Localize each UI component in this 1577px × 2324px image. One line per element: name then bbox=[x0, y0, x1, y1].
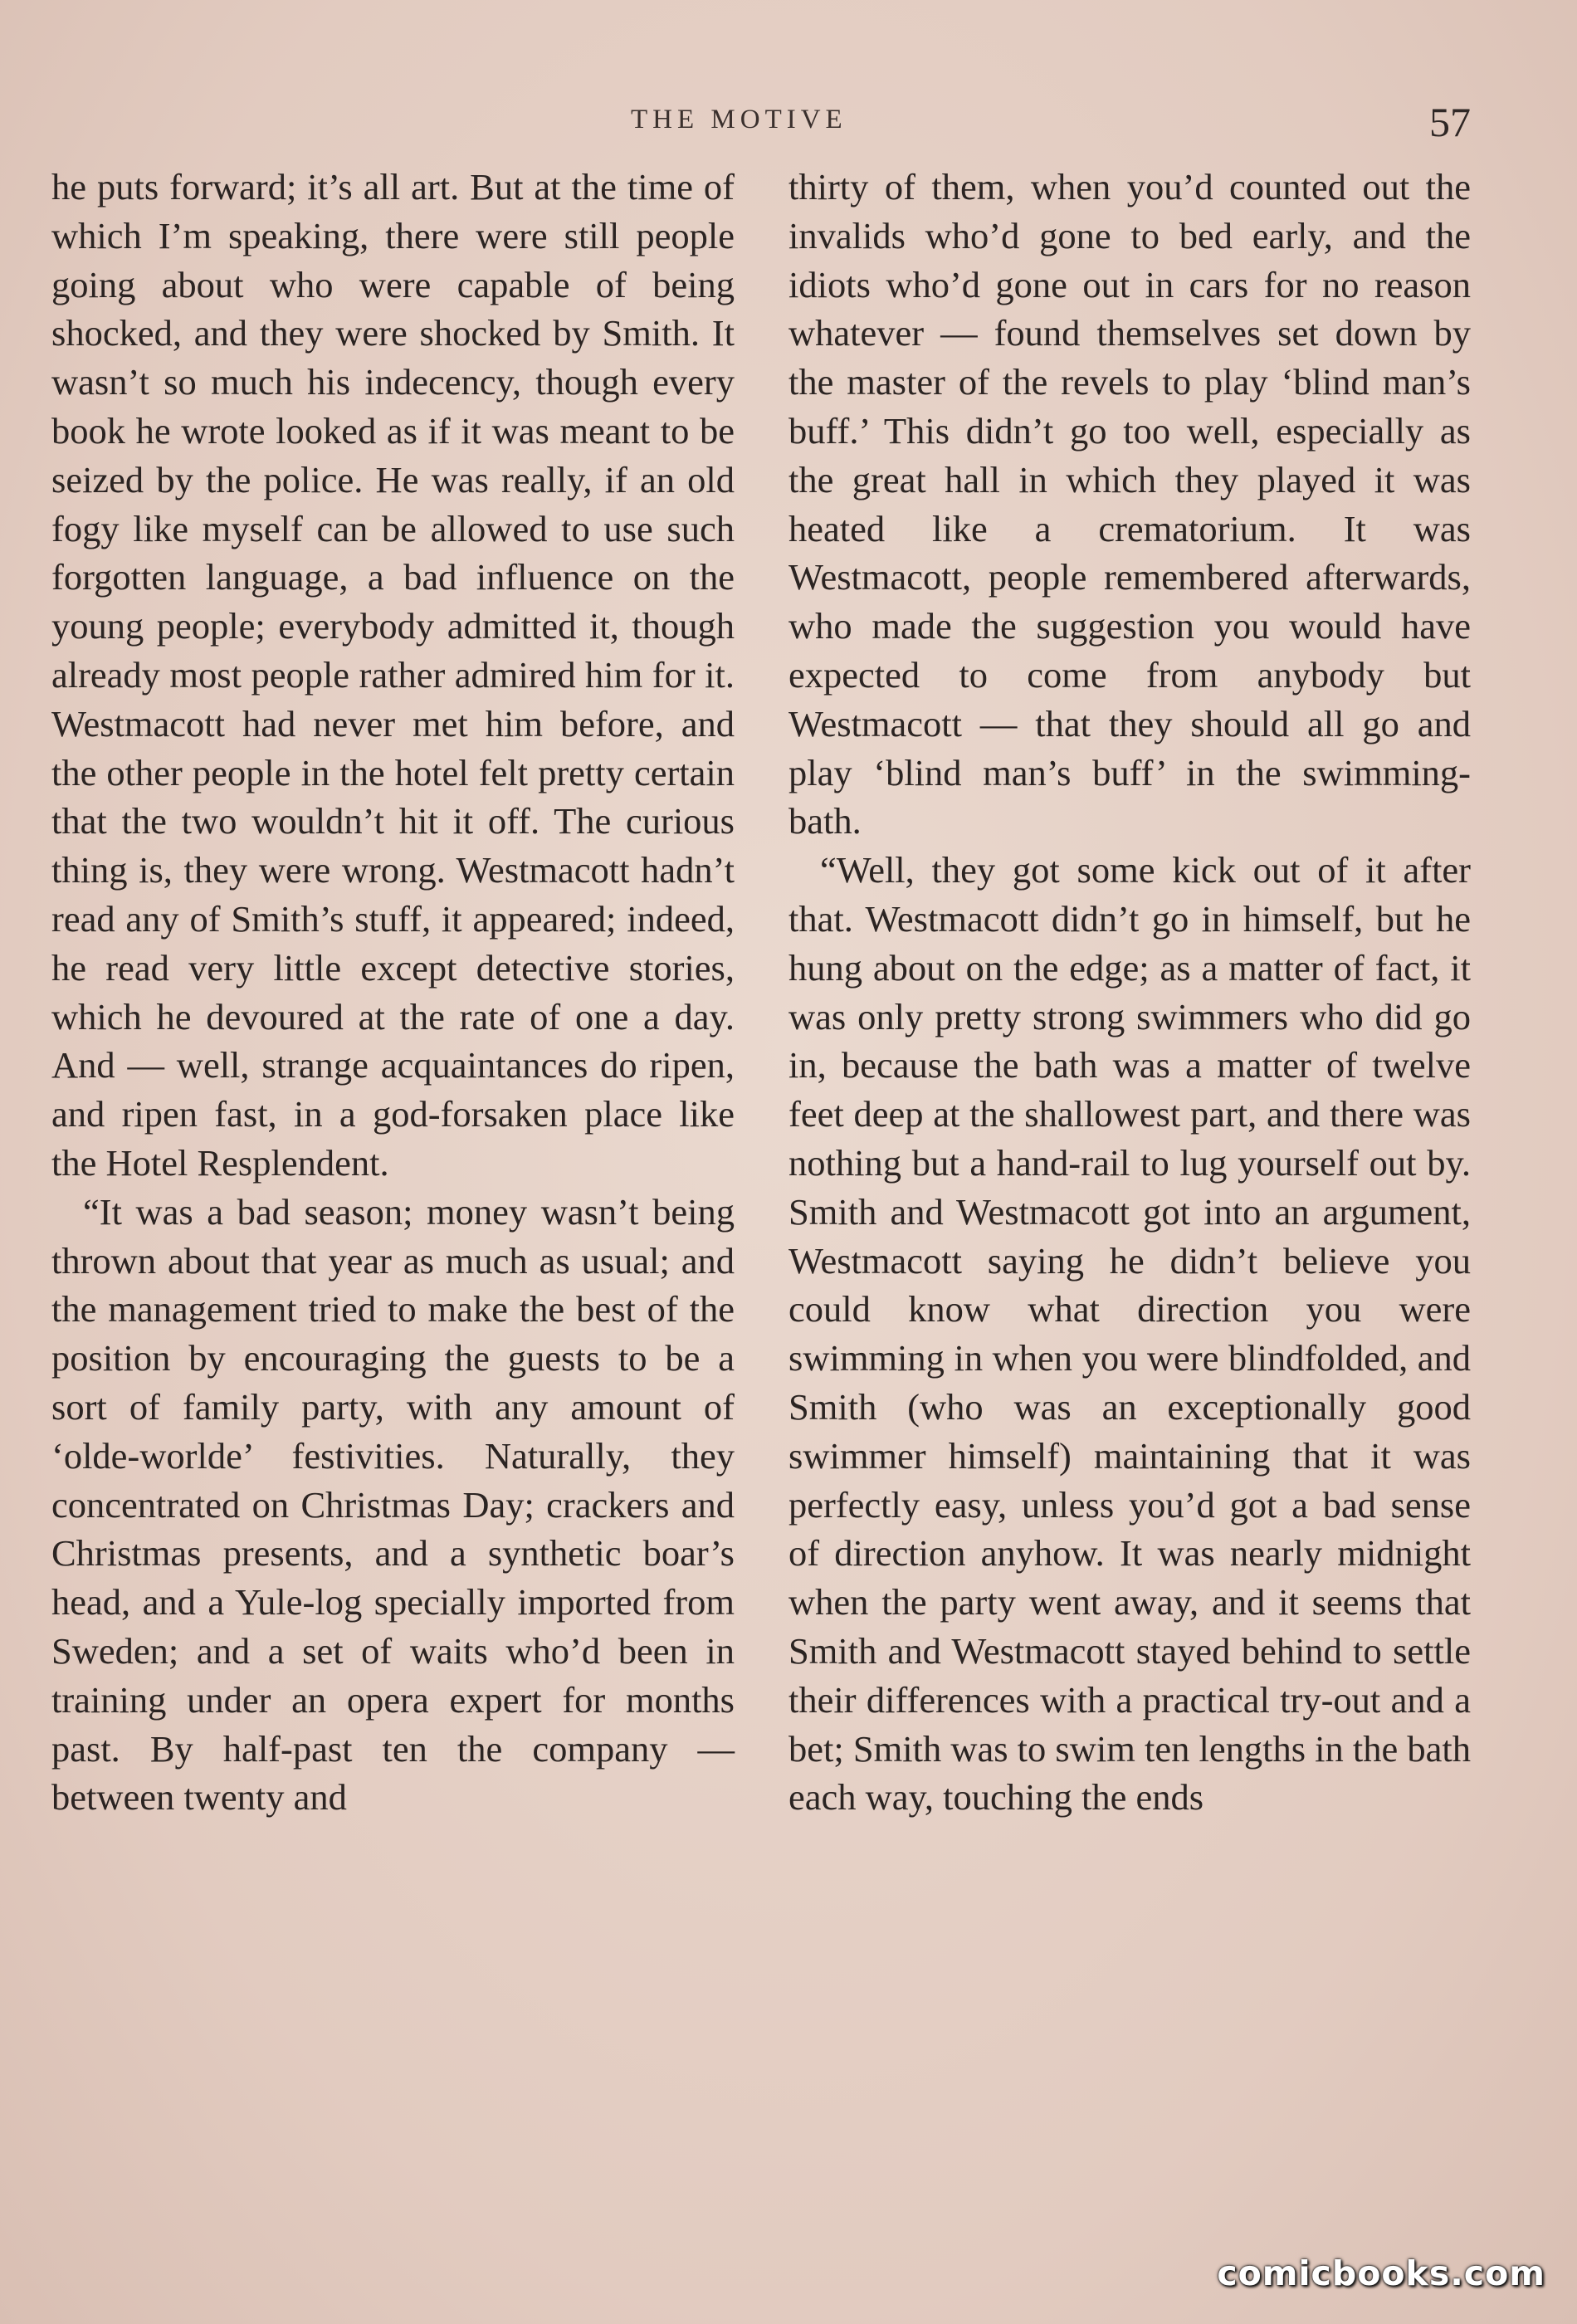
left-column bbox=[51, 163, 735, 2188]
right-paragraph-2: “Well, they got some kick out of it after that. Westmacott didn’t go in himself, but he hung about on the edge; as a matter of fact, it was only pretty strong swimmers who did go in, because the bath was a matter of twelve feet deep at the shallowest part, and there was nothing but a hand-rail to lug yourself out by. Smith and Westmacott got into an argument, Westmacott saying he didn’t believe you could know what direction you were swimming in when you were blindfolded, and Smith (who was an exceptionally good swimmer himself) maintaining that it was perfectly easy, unless you’d got a bad sense of direction anyhow. It was nearly midnight when the party went away, and it seems that Smith and Westmacott stayed behind to settle their differences with a practical try-out and a bet; Smith was to swim ten lengths in the bath each way, touching the ends bbox=[788, 849, 1471, 1819]
page-header bbox=[0, 98, 1577, 148]
watermark: comicbooks.com bbox=[1217, 2253, 1545, 2293]
running-title: THE MOTIVE bbox=[631, 105, 847, 134]
right-column bbox=[788, 163, 1471, 2188]
left-paragraph-1: he puts forward; it’s all art. But at the time of which I’m speaking, there were still people going about who were capable of being shocked, and they were shocked by Smith. It wasn’t so much his indecency, though every book he wrote looked as if it was meant to be seized by the police. He was really, if an old fogy like myself can be allowed to use such forgotten language, a bad influence on the young people; everybody admitted it, though already most people rather admired him for it. Westmacott had never met him before, and the other people in the hotel felt pretty certain that the two wouldn’t hit it off. The curious thing is, they were wrong. Westmacott hadn’t read any of Smith’s stuff, it appeared; indeed, he read very little except detective stories, which he devoured at the rate of one a day. And — well, strange acquaintances do ripen, and ripen fast, in a god-forsaken place like the Hotel Resplendent. bbox=[51, 166, 735, 1184]
left-paragraph-2: “It was a bad season; money wasn’t being thrown about that year as much as usual; and the management tried to make the best of the position by encouraging the guests to be a sort of family party, with any amount of ‘olde-worlde’ festivities. Naturally, they concentrated on Christmas Day; crackers and Christmas presents, and a synthetic boar’s head, and a Yule-log specially imported from Sweden; and a set of waits who’d been in training under an opera expert for months past. By half-past ten the company — between twenty and bbox=[51, 1190, 735, 1819]
right-paragraph-1: thirty of them, when you’d counted out the invalids who’d gone to bed early, and the idiots who’d gone out in cars for no reason whatever — found themselves set down by the master of the revels to play ‘blind man’s buff.’ This didn’t go too well, especially as the great hall in which they played it was heated like a crematorium. It was Westmacott, people remembered afterwards, who made the suggestion you would have expected to come from anybody but Westmacott — that they should all go and play ‘blind man’s buff’ in the swimming-bath. bbox=[788, 166, 1471, 842]
page-number: 57 bbox=[1429, 99, 1471, 145]
